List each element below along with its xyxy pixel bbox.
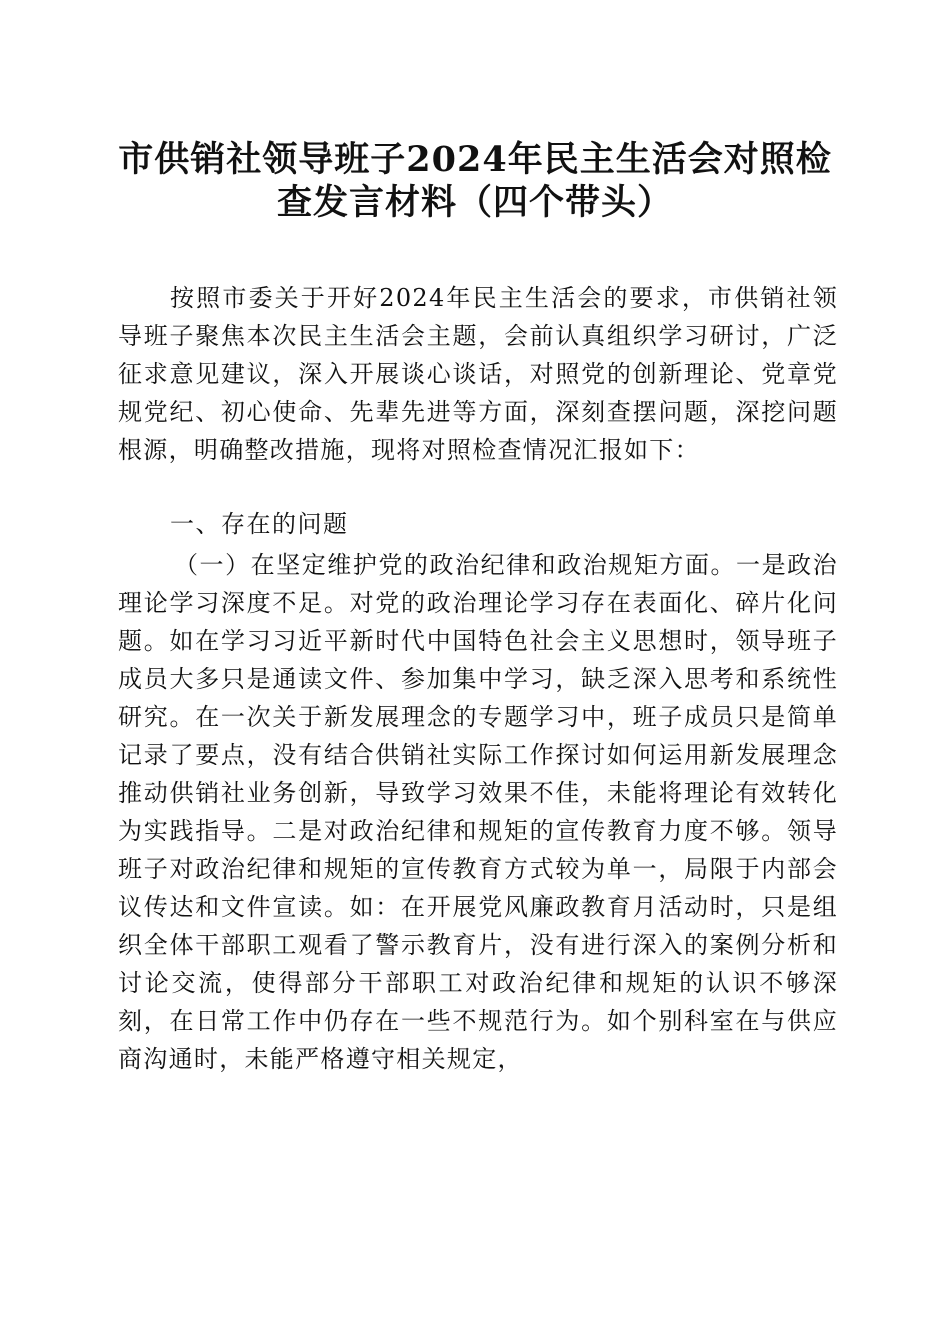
- document-title-line-1: 市供销社领导班子2024年民主生活会对照检: [118, 139, 832, 180]
- intro-paragraph: 按照市委关于开好2024年民主生活会的要求，市供销社领导班子聚焦本次民主生活会主题，会前认真组织学习研讨，广泛征求意见建议，深入开展谈心谈话，对照党的创新理论、党章党规党纪、初心使命、先辈先进等方面，深刻查摆问题，深挖问题根源，明确整改措施，现将对照检查情况汇报如下：: [118, 284, 838, 464]
- document-title-line-2: 查发言材料（四个带头）: [276, 182, 673, 223]
- section-1-paragraph: （一）在坚定维护党的政治纪律和政治规矩方面。一是政治理论学习深度不足。对党的政治理论学习存在表面化、碎片化问题。如在学习习近平新时代中国特色社会主义思想时，领导班子成员大多只是通读文件、参加集中学习，缺乏深入思考和系统性研究。在一次关于新发展理念的专题学习中，班子成员只是简单记录了要点，没有结合供销社实际工作探讨如何运用新发展理念推动供销社业务创新，导致学习效果不佳，未能将理论有效转化为实践指导。二是对政治纪律和规矩的宣传教育力度不够。领导班子对政治纪律和规矩的宣传教育方式较为单一，局限于内部会议传达和文件宣读。如：在开展党风廉政教育月活动时，只是组织全体干部职工观看了警示教育片，没有进行深入的案例分析和讨论交流，使得部分干部职工对政治纪律和规矩的认识不够深刻，在日常工作中仍存在一些不规范行为。如个别科室在与供应商沟通时，未能严格遵守相关规定，: [118, 551, 838, 1073]
- section-heading-problems: 一、存在的问题: [170, 510, 349, 538]
